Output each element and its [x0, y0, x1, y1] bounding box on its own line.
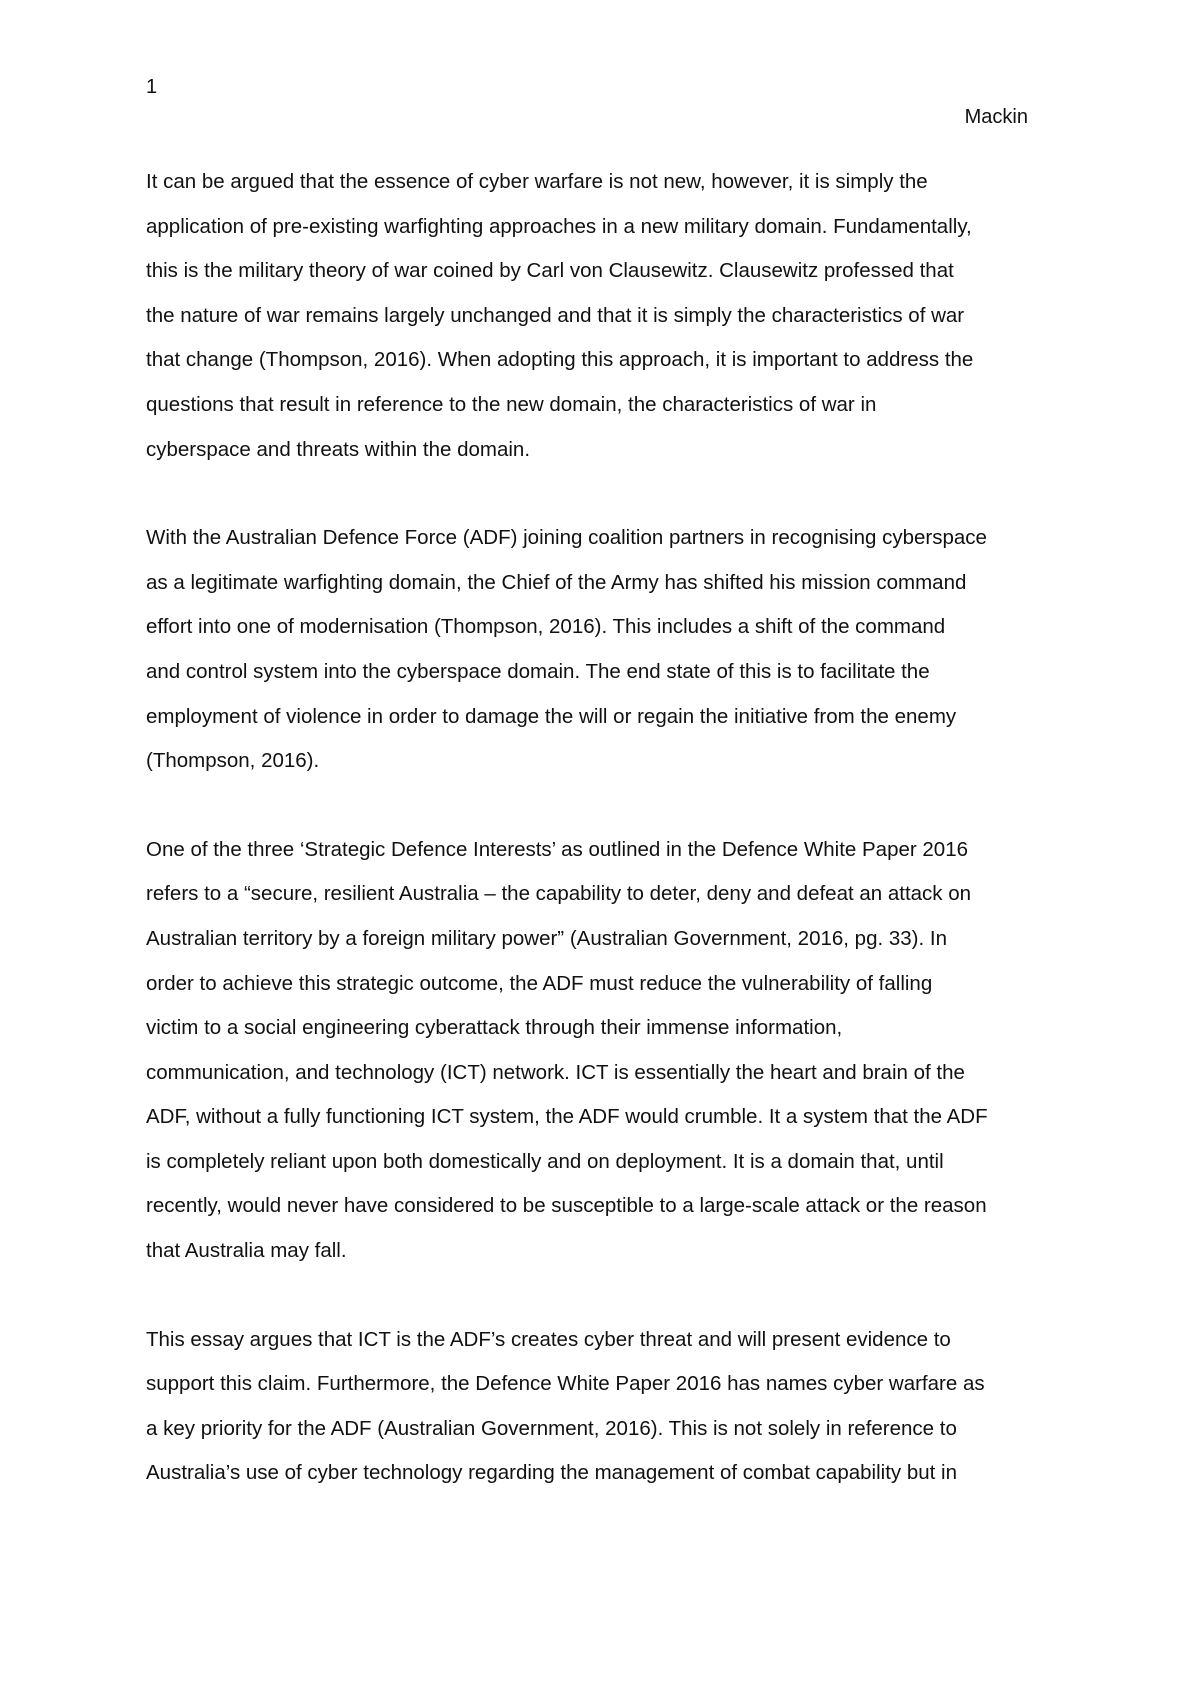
- text-line: employment of violence in order to damage the will or regain the initiative from the enemy: [146, 704, 957, 728]
- text-line: is completely reliant upon both domestically and on deployment. It is a domain that, until: [146, 1149, 944, 1173]
- text-line: questions that result in reference to the new domain, the characteristics of war in: [146, 392, 877, 416]
- text-line: effort into one of modernisation (Thompson, 2016). This includes a shift of the command: [146, 615, 946, 639]
- paragraph-4: [146, 1318, 1058, 1496]
- text-line: One of the three ‘Strategic Defence Interests’ as outlined in the Defence White Paper 2016: [146, 837, 969, 861]
- page-number: 1: [146, 76, 158, 98]
- text-line: It can be argued that the essence of cyber warfare is not new, however, it is simply the: [146, 170, 928, 193]
- text-line: (Thompson, 2016).: [146, 749, 320, 773]
- paragraph-1: [146, 160, 1058, 472]
- text-line: order to achieve this strategic outcome, the ADF must reduce the vulnerability of falling: [146, 971, 933, 995]
- text-line: application of pre-existing warfighting approaches in a new military domain. Fundamentally,: [146, 214, 972, 238]
- text-line: and control system into the cyberspace domain. The end state of this is to facilitate the: [146, 659, 930, 683]
- paragraph-2: [146, 516, 1058, 784]
- text-line: that change (Thompson, 2016). When adopting this approach, it is important to address the: [146, 348, 974, 372]
- text-line: that Australia may fall.: [146, 1239, 347, 1263]
- text-line: victim to a social engineering cyberattack through their immense information,: [146, 1016, 843, 1040]
- text-line: refers to a “secure, resilient Australia – the capability to deter, deny and defeat an attack on: [146, 882, 972, 906]
- text-line: the nature of war remains largely unchanged and that it is simply the characteristics of war: [146, 303, 965, 327]
- text-line: With the Australian Defence Force (ADF) joining coalition partners in recognising cyberspace: [146, 526, 987, 550]
- text-line: This essay argues that ICT is the ADF’s creates cyber threat and will present evidence to: [146, 1327, 951, 1351]
- text-line: Australia’s use of cyber technology regarding the management of combat capability but in: [146, 1461, 957, 1485]
- text-line: support this claim. Furthermore, the Defence White Paper 2016 has names cyber warfare as: [146, 1372, 985, 1396]
- paragraph-3: [146, 828, 1058, 1274]
- text-line: Australian territory by a foreign military power” (Australian Government, 2016, pg. 33). In: [146, 926, 947, 950]
- body-text: [146, 160, 1058, 1540]
- text-line: communication, and technology (ICT) network. ICT is essentially the heart and brain of the: [146, 1060, 965, 1084]
- text-line: a key priority for the ADF (Australian Government, 2016). This is not solely in reference to: [146, 1416, 957, 1440]
- text-line: this is the military theory of war coined by Carl von Clausewitz. Clausewitz professed that: [146, 259, 954, 283]
- running-head-author: Mackin: [964, 106, 1028, 128]
- text-line: cyberspace and threats within the domain.: [146, 437, 531, 461]
- text-line: ADF, without a fully functioning ICT system, the ADF would crumble. It a system that the ADF: [146, 1105, 988, 1129]
- text-line: recently, would never have considered to be susceptible to a large-scale attack or the reason: [146, 1194, 987, 1218]
- text-line: as a legitimate warfighting domain, the Chief of the Army has shifted his mission command: [146, 570, 967, 594]
